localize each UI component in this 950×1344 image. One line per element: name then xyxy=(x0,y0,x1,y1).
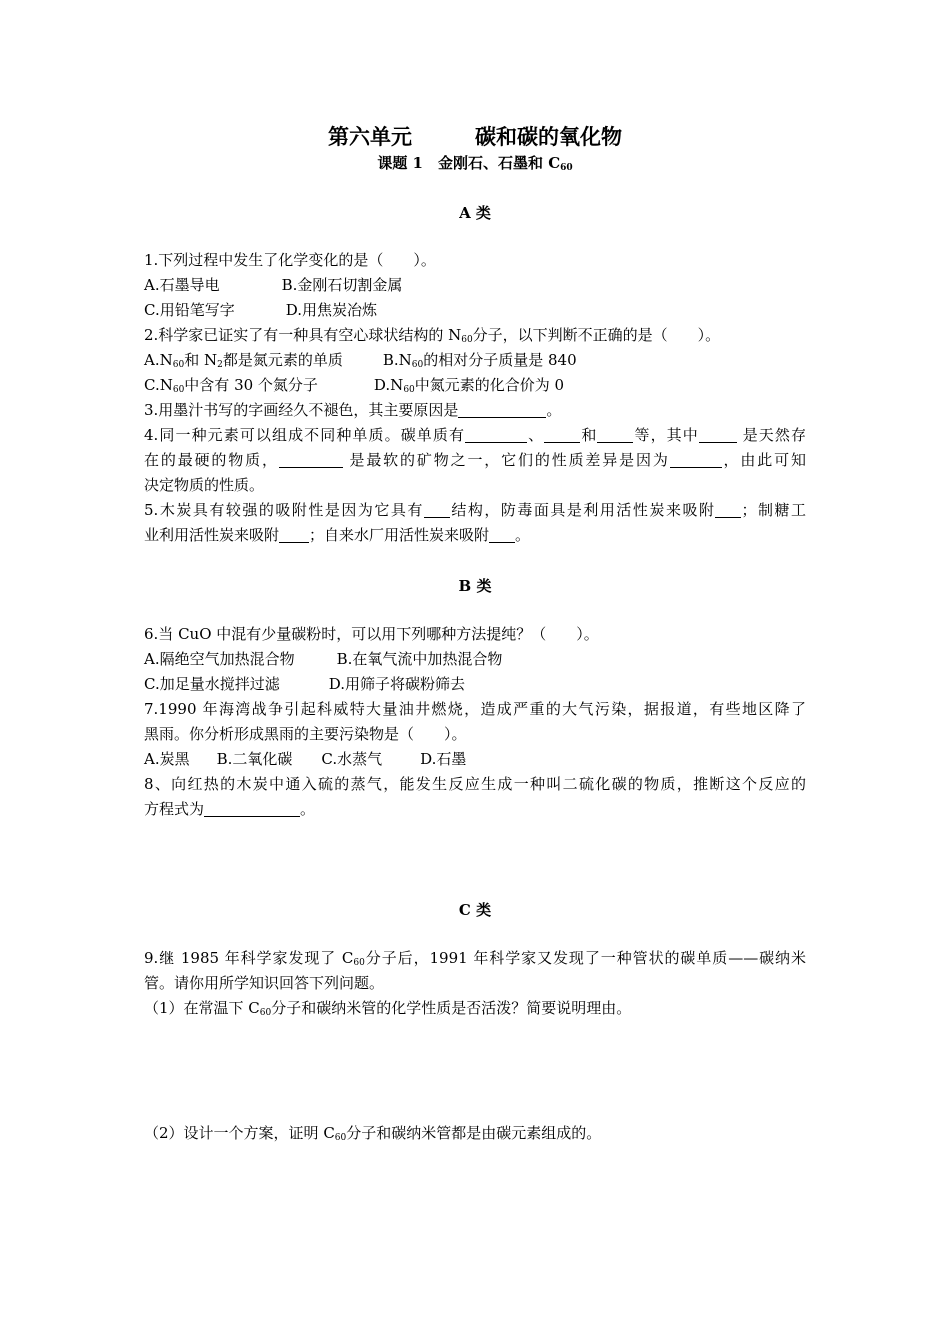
question-9-part-1-text: （1）在常温下 C xyxy=(144,999,260,1017)
subscript: 60 xyxy=(403,385,415,395)
question-6-options-row2 xyxy=(144,672,465,697)
question-8-line-1: 8、向红热的木炭中通入硫的蒸气，能发生反应生成一种叫二硫化碳的物质，推断这个反应的 xyxy=(144,775,806,793)
question-9-part-1 xyxy=(144,996,631,1021)
option-d-text-2: 中氮元素的化合价为 0 xyxy=(414,376,565,394)
question-9-part-2-text: （2）设计一个方案，证明 C xyxy=(144,1124,335,1142)
question-9-part-1-text: 分子和碳纳米管的化学性质是否活泼？简要说明理由。 xyxy=(271,999,632,1017)
option-c-text-2: 中含有 30 个氮分子 xyxy=(184,376,318,394)
subscript: 60 xyxy=(334,1133,347,1143)
lesson-subtitle-text: 课题 1 金刚石、石墨和 C xyxy=(377,154,561,172)
question-9-line-1 xyxy=(144,946,806,971)
option-c: C.加足量水搅拌过滤 xyxy=(144,675,280,693)
option-b: B.金刚石切割金属 xyxy=(281,276,403,294)
question-2-text: 2.科学家已证实了有一种具有空心球状结构的 N xyxy=(144,326,462,344)
section-a-heading: A 类 xyxy=(459,204,491,222)
option-a-text: A.N xyxy=(144,351,173,369)
subscript: 2 xyxy=(217,360,223,370)
question-5-text: 业利用活性炭来吸附 xyxy=(144,526,280,544)
question-4-line-3: 决定物质的性质。 xyxy=(144,476,265,494)
question-9-text: 9.继 1985 年科学家发现了 C xyxy=(144,949,354,967)
answer-blank[interactable] xyxy=(465,425,527,443)
question-1-options-row1 xyxy=(144,273,402,298)
option-b-text: B.N xyxy=(382,351,412,369)
option-c xyxy=(144,376,318,394)
question-9-text: 分子后，1991 年科学家又发现了一种管状的碳单质——碳纳米 xyxy=(364,949,806,967)
answer-blank[interactable] xyxy=(699,425,737,443)
question-4-line-1 xyxy=(144,423,806,448)
option-c-text: C.N xyxy=(144,376,173,394)
question-9-line-2: 管。请你用所学知识回答下列问题。 xyxy=(144,974,385,992)
section-b-heading: B 类 xyxy=(458,577,492,595)
question-5-line-2 xyxy=(144,523,530,548)
question-8-text: 方程式为 xyxy=(144,800,205,818)
option-c: C.水蒸气 xyxy=(321,750,383,768)
section-c-heading: C 类 xyxy=(458,901,492,919)
subscript: 60 xyxy=(259,1008,272,1018)
option-d: D.用焦炭冶炼 xyxy=(285,301,377,319)
option-a: A.隔绝空气加热混合物 xyxy=(144,650,295,668)
question-5-text: 结构，防毒面具是利用活性炭来吸附 xyxy=(449,501,716,519)
answer-blank[interactable] xyxy=(424,500,450,518)
question-9-part-2-text: 分子和碳纳米管都是由碳元素组成的。 xyxy=(346,1124,602,1142)
question-4-text: 是天然存 xyxy=(736,426,806,444)
question-4-text: 是最软的矿物之一，它们的性质差异是因为 xyxy=(342,451,670,469)
unit-title: 第六单元 碳和碳的氧化物 xyxy=(328,125,622,149)
answer-blank[interactable] xyxy=(670,450,722,468)
question-4-text: 和 xyxy=(580,426,598,444)
question-5-text: 。 xyxy=(515,526,531,544)
question-4-line-2 xyxy=(144,448,806,473)
question-3-end: 。 xyxy=(546,401,562,419)
question-2-options-row2 xyxy=(144,373,564,398)
option-d: D.石墨 xyxy=(420,750,467,768)
question-6: 6.当 CuO 中混有少量碳粉时，可以用下列哪种方法提纯？（ ）。 xyxy=(144,625,599,643)
option-a: A.石墨导电 xyxy=(144,276,220,294)
option-b: B.二氧化碳 xyxy=(216,750,293,768)
question-5-text: ；制糖工 xyxy=(741,501,806,519)
answer-blank[interactable] xyxy=(715,500,741,518)
option-a: A.炭黑 xyxy=(144,750,190,768)
question-1: 1.下列过程中发生了化学变化的是（ ）。 xyxy=(144,251,436,269)
question-2-text-end: 分子，以下判断不正确的是（ ）。 xyxy=(472,326,721,344)
subscript: 60 xyxy=(172,385,185,395)
answer-blank[interactable] xyxy=(279,450,343,468)
answer-blank[interactable] xyxy=(597,425,633,443)
question-4-text: 4.同一种元素可以组成不同种单质。碳单质有 xyxy=(144,426,466,444)
answer-blank[interactable] xyxy=(279,525,309,543)
question-2-options-row1 xyxy=(144,348,577,373)
subscript: 60 xyxy=(560,163,573,173)
option-a-text-2: 和 N xyxy=(184,351,218,369)
question-3-text: 3.用墨汁书写的字画经久不褪色，其主要原因是 xyxy=(144,401,459,419)
option-b: B.在氧气流中加热混合物 xyxy=(336,650,503,668)
question-1-options-row2 xyxy=(144,298,377,323)
option-a xyxy=(144,351,343,369)
option-a-text-3: 都是氮元素的单质 xyxy=(222,351,343,369)
option-d xyxy=(374,376,564,394)
question-7-line-2: 黑雨。你分析形成黑雨的主要污染物是（ ）。 xyxy=(144,725,467,743)
question-6-options-row1 xyxy=(144,647,502,672)
question-3 xyxy=(144,398,561,423)
question-4-text: 在的最硬的物质， xyxy=(144,451,279,469)
question-5-text: 5.木炭具有较强的吸附性是因为它具有 xyxy=(144,501,424,519)
answer-blank[interactable] xyxy=(204,799,300,817)
lesson-subtitle xyxy=(0,152,950,173)
subscript: 60 xyxy=(353,958,365,968)
question-4-text: 、 xyxy=(527,426,545,444)
question-9-part-2 xyxy=(144,1121,601,1146)
subscript: 60 xyxy=(172,360,185,370)
option-b xyxy=(383,351,577,369)
option-d-text: D.N xyxy=(373,376,404,394)
question-4-text: ，由此可知 xyxy=(721,451,806,469)
option-b-text-2: 的相对分子质量是 840 xyxy=(423,351,577,369)
subscript: 60 xyxy=(411,360,424,370)
question-7-options xyxy=(144,747,466,772)
question-8-end: 。 xyxy=(300,800,316,818)
option-c: C.用铅笔写字 xyxy=(144,301,235,319)
option-d: D.用筛子将碳粉筛去 xyxy=(328,675,465,693)
question-2 xyxy=(144,323,720,348)
question-7-line-1: 7.1990 年海湾战争引起科威特大量油井燃烧，造成严重的大气污染，据报道，有些地区降了 xyxy=(144,700,806,718)
answer-blank[interactable] xyxy=(544,425,580,443)
answer-blank[interactable] xyxy=(489,525,515,543)
question-5-text: ；自来水厂用活性炭来吸附 xyxy=(309,526,490,544)
question-8-line-2 xyxy=(144,797,315,822)
question-4-text: 等，其中 xyxy=(633,426,699,444)
subscript: 60 xyxy=(461,335,473,345)
question-5-line-1 xyxy=(144,498,806,523)
answer-blank[interactable] xyxy=(458,400,546,418)
